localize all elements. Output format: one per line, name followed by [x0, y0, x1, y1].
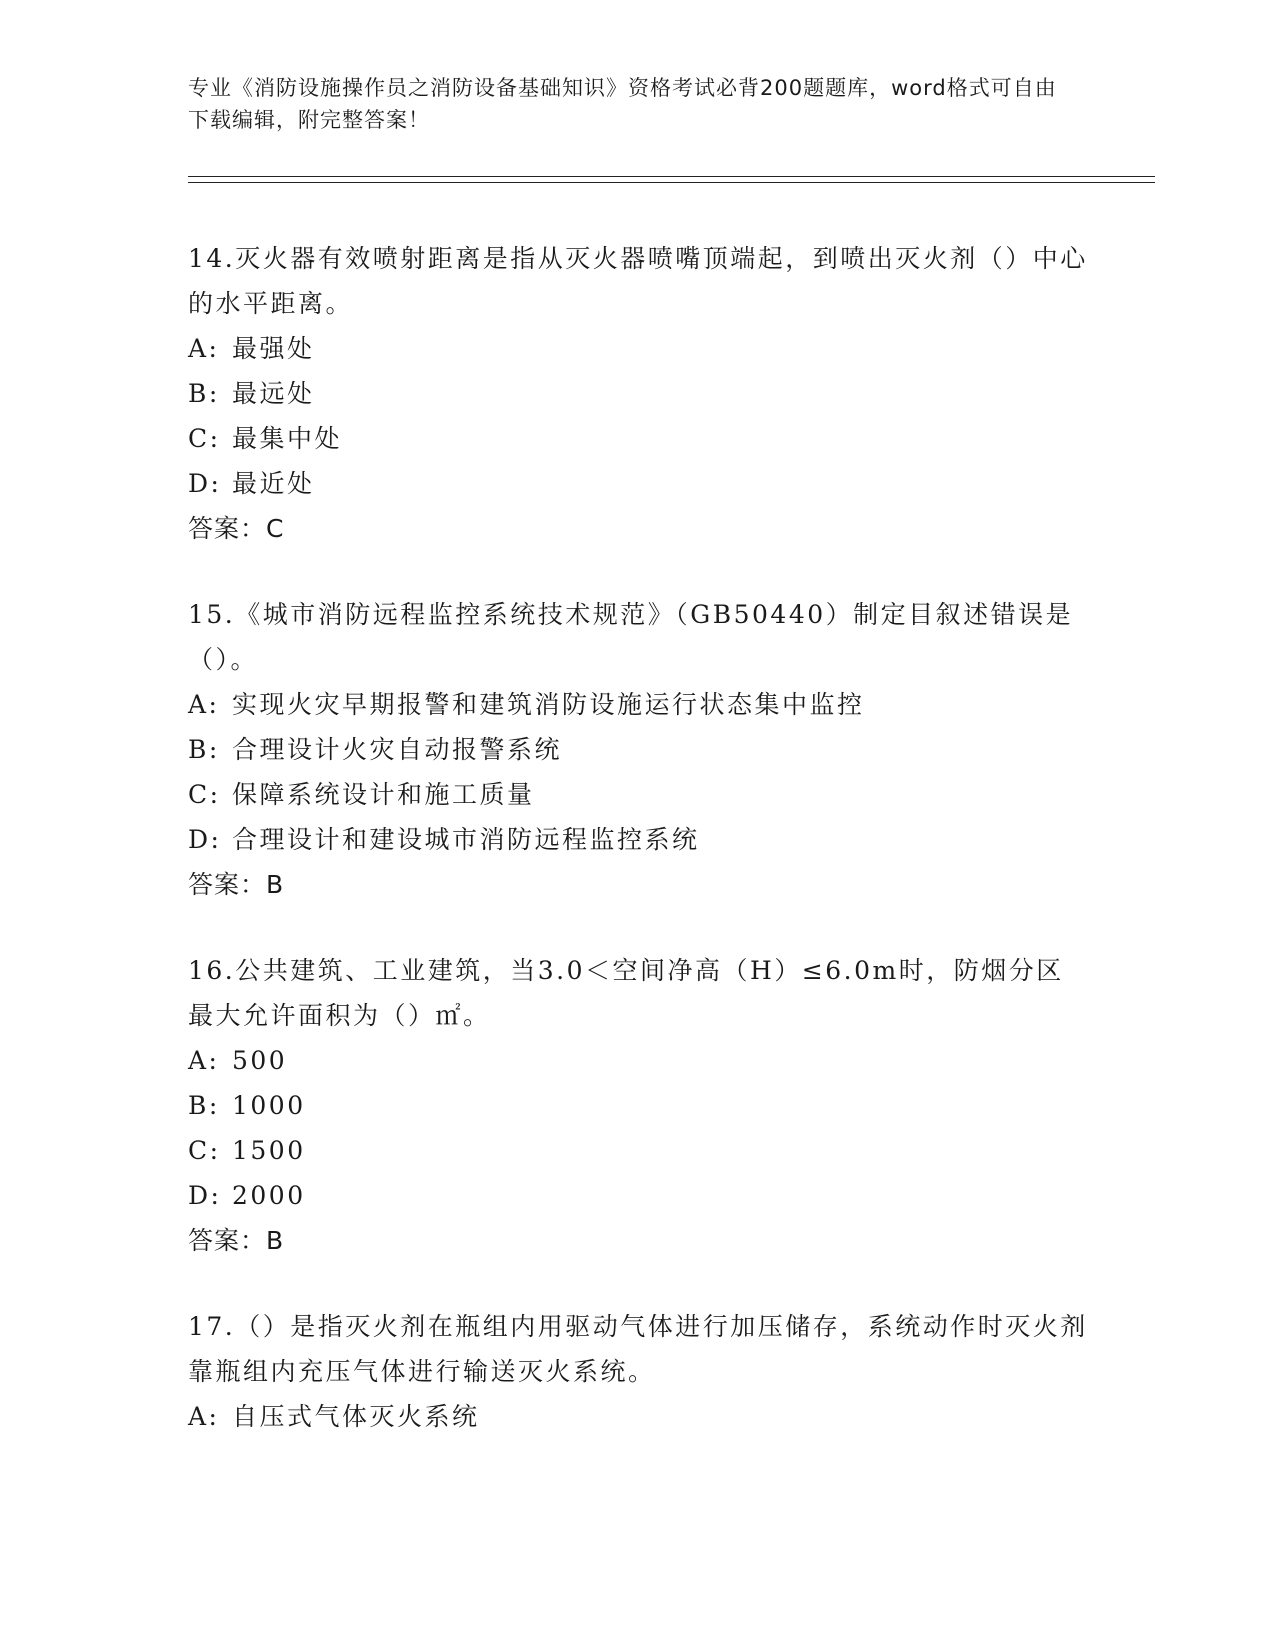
- option-letter: C:: [188, 424, 221, 453]
- question-16: [188, 948, 1088, 1264]
- option-letter: D:: [188, 469, 222, 498]
- answer-line: 答案：B: [188, 1226, 285, 1255]
- header-divider-bottom: [188, 182, 1155, 183]
- option-text: 1500: [232, 1136, 306, 1165]
- question-15: [188, 592, 1088, 908]
- option-c: [188, 1128, 1088, 1173]
- question-stem: 14.灭火器有效喷射距离是指从灭火器喷嘴顶端起，到喷出灭火剂（）中心的水平距离。: [188, 244, 1088, 318]
- option-letter: B:: [188, 379, 220, 408]
- option-text: 最远处: [232, 379, 315, 408]
- option-letter: D:: [188, 1181, 222, 1210]
- option-d: [188, 461, 1088, 506]
- option-letter: A:: [188, 690, 220, 719]
- option-letter: A:: [188, 334, 220, 363]
- option-letter: B:: [188, 735, 220, 764]
- option-text: 保障系统设计和施工质量: [232, 780, 535, 809]
- option-b: [188, 371, 1088, 416]
- option-letter: C:: [188, 780, 221, 809]
- question-list: [188, 236, 1088, 1479]
- document-header: 专业《消防设施操作员之消防设备基础知识》资格考试必背200题题库，word格式可自由下载编辑，附完整答案！: [188, 76, 1057, 132]
- option-text: 实现火灾早期报警和建筑消防设施运行状态集中监控: [232, 690, 865, 719]
- option-text: 1000: [232, 1091, 306, 1120]
- option-text: 2000: [232, 1181, 306, 1210]
- question-stem: 17.（）是指灭火剂在瓶组内用驱动气体进行加压储存，系统动作时灭火剂靠瓶组内充压气体进行输送灭火系统。: [188, 1312, 1088, 1386]
- option-letter: C:: [188, 1136, 221, 1165]
- option-text: 最近处: [232, 469, 315, 498]
- option-text: 最强处: [232, 334, 315, 363]
- option-text: 合理设计和建设城市消防远程监控系统: [232, 825, 700, 854]
- option-a: [188, 1394, 1088, 1439]
- option-d: [188, 817, 1088, 862]
- option-a: [188, 682, 1088, 727]
- option-a: [188, 326, 1088, 371]
- option-text: 500: [232, 1046, 288, 1075]
- option-text: 自压式气体灭火系统: [232, 1402, 480, 1431]
- header-divider-top: [188, 176, 1155, 177]
- option-c: [188, 772, 1088, 817]
- question-17: [188, 1304, 1088, 1439]
- option-letter: B:: [188, 1091, 220, 1120]
- option-b: [188, 727, 1088, 772]
- question-stem: 16.公共建筑、工业建筑，当3.0＜空间净高（H）≤6.0m时，防烟分区最大允许面积为（）㎡。: [188, 956, 1064, 1030]
- option-letter: A:: [188, 1046, 220, 1075]
- option-letter: A:: [188, 1402, 220, 1431]
- option-d: [188, 1173, 1088, 1218]
- option-c: [188, 416, 1088, 461]
- option-text: 合理设计火灾自动报警系统: [232, 735, 563, 764]
- option-text: 最集中处: [232, 424, 343, 453]
- option-b: [188, 1083, 1088, 1128]
- question-stem: 15.《城市消防远程监控系统技术规范》（GB50440）制定目叙述错误是（）。: [188, 600, 1074, 674]
- option-letter: D:: [188, 825, 222, 854]
- answer-line: 答案：C: [188, 514, 285, 543]
- option-a: [188, 1038, 1088, 1083]
- question-14: [188, 236, 1088, 552]
- answer-line: 答案：B: [188, 870, 285, 899]
